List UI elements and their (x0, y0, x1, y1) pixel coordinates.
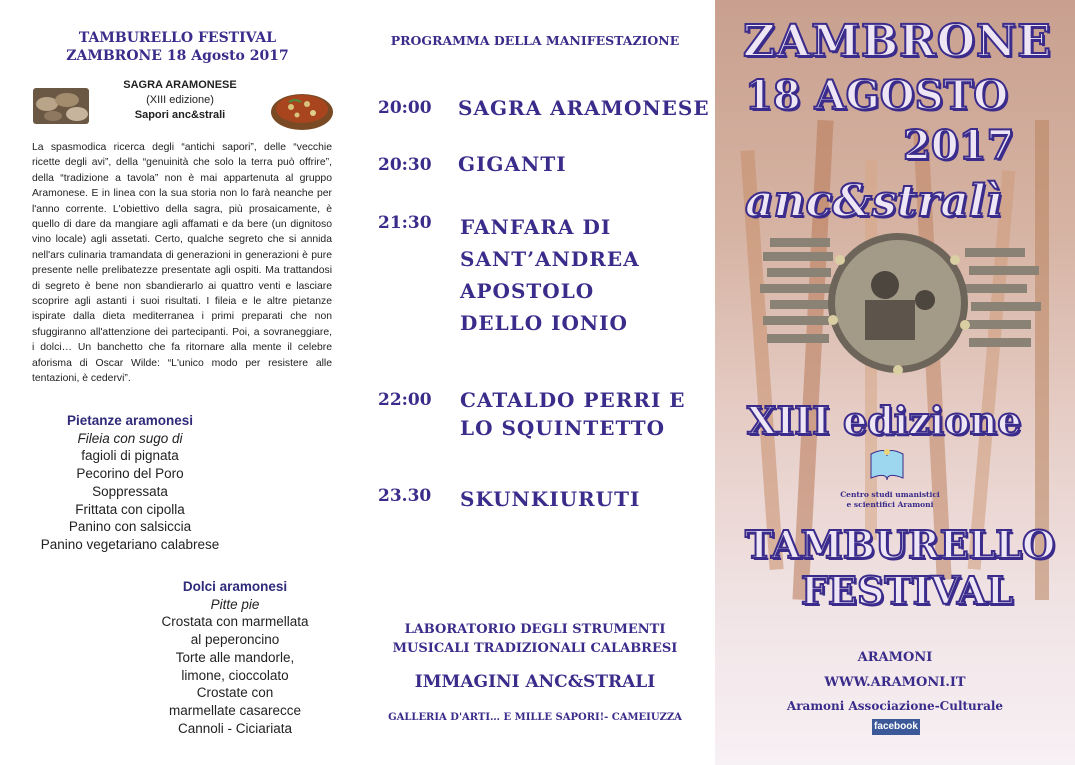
facebook-button[interactable]: facebook (872, 719, 920, 735)
mushroom-image (33, 88, 89, 124)
menu-item: Fileia con sugo di (77, 430, 183, 446)
cover-festival-1: TAMBURELLO (745, 522, 1056, 567)
sagra-description: La spasmodica ricerca degli “antichi sapori”, delle “vecchie ricette degli avi”, della “genuinità che solo la terra può offrire”, della “tradizione a tavola” non è mai appartenuta al gruppo Aramonese. E in linea con la sua storia non lo farà neanche per l'anno corrente. L'obiettivo della sagra, più prosaicamente, è quello di dare da mangiare agli affamati e da bere (un dignitoso vino locale) agli assetati. Certo, qualche segreto che si annida nell'ars culinaria tramandata di generazioni in generazioni è pure presente nelle prelibatezze presentate agli ospiti. Ma trattandosi di segreto è bene non sbandierarlo ai quattro venti e lasciare scoprire agli astanti i suoi risultati. I fileia e le altre pietanze ispirate dalla dieta mediterranea i primi preparati che non sfuggiranno all'attenzione dei partecipanti. Poi, a sovraneggiare, i dolci… Un banchetto che fa ritornare alla mente il celebre aforisma di Oscar Wilde: “L'unico modo per resistere alle tentazioni, è cedervi”. (32, 142, 332, 385)
sagra-subtitle: Sapori anc&strali (134, 109, 226, 121)
menu-item: marmellate casarecce (168, 702, 302, 718)
menu-item: Crostate con (196, 685, 274, 701)
menu-item: Torte alle mandorle, (175, 649, 295, 665)
dolci-menu (150, 578, 320, 737)
dolci-title: Dolci aramonesi (182, 579, 288, 594)
event-time: 20:30 (378, 155, 432, 175)
menu-item: limone, cioccolato (181, 667, 289, 683)
cover-edition: XIII edizione (747, 398, 1022, 443)
cover-tagline: anc&stralì (745, 176, 1003, 227)
menu-item: Crostata con marmellata (161, 614, 309, 630)
aramoni-label: ARAMONI (857, 650, 933, 665)
event-name: LO SQUINTETTO (460, 416, 665, 440)
event-name: CATALDO PERRI E (460, 388, 686, 412)
centro-name: Centro studi umanistici e scientifici Aramoni (840, 490, 940, 509)
event-time: 23.30 (378, 486, 432, 506)
menu-item: Panino vegetariano calabrese (40, 536, 220, 552)
cover-town: ZAMBRONE (743, 16, 1052, 67)
immagini-title: IMMAGINI ANC&STRALI (414, 672, 656, 692)
menu-item: al peperoncino (190, 632, 280, 648)
event-name: FANFARA DI (460, 215, 612, 239)
menu-item: Pecorino del Poro (76, 466, 184, 482)
event-name: GIGANTI (458, 152, 567, 176)
menu-item: Panino con salsiccia (68, 519, 192, 535)
festival-date: ZAMBRONE 18 Agosto 2017 (66, 48, 289, 64)
pietanze-title: Pietanze aramonesi (66, 413, 194, 428)
event-name: SAGRA ARAMONESE (458, 96, 710, 120)
event-time: 22:00 (378, 390, 432, 410)
event-name: SANT’ANDREA (460, 247, 640, 271)
sagra-block (100, 78, 260, 123)
pietanze-menu (30, 412, 230, 554)
program-header: PROGRAMMA DELLA MANIFESTAZIONE (390, 33, 680, 48)
event-name: DELLO IONIO (460, 311, 628, 335)
menu-item: Cannoli - Ciciariata (177, 720, 293, 736)
menu-item: Pitte pie (210, 596, 260, 612)
association-name: Aramoni Associazione-Culturale (786, 699, 1004, 713)
menu-item: Soppressata (92, 483, 168, 499)
event-name: SKUNKIURUTI (460, 487, 641, 511)
lab-line-2: MUSICALI TRADIZIONALI CALABRESI (392, 641, 678, 656)
tambourine-icon (828, 233, 970, 375)
lab-line-1: LABORATORIO DEGLI STRUMENTI (404, 622, 666, 637)
event-time: 21:30 (378, 213, 432, 233)
event-name: APOSTOLO (460, 279, 595, 303)
left-panel (0, 0, 355, 765)
event-time: 20:00 (378, 98, 432, 118)
sagra-title: SAGRA ARAMONESE (123, 79, 237, 91)
menu-item: Frittata con cipolla (75, 501, 185, 517)
sagra-edition: (XIII edizione) (146, 94, 214, 106)
cover-date: 18 AGOSTO (745, 72, 1009, 119)
festival-title: TAMBURELLO FESTIVAL (78, 30, 277, 46)
website-link[interactable]: WWW.ARAMONI.IT (824, 675, 966, 690)
cover-festival-2: FESTIVAL (801, 568, 1014, 613)
stew-bowl-image (269, 88, 335, 132)
galleria-line: GALLERIA D'ARTI… E MILLE SAPORI!- CAMEIUZZA (388, 712, 682, 723)
menu-item: fagioli di pignata (81, 448, 179, 464)
cover-year: 2017 (903, 122, 1015, 169)
right-panel (715, 0, 1075, 765)
book-logo-icon (867, 446, 907, 482)
